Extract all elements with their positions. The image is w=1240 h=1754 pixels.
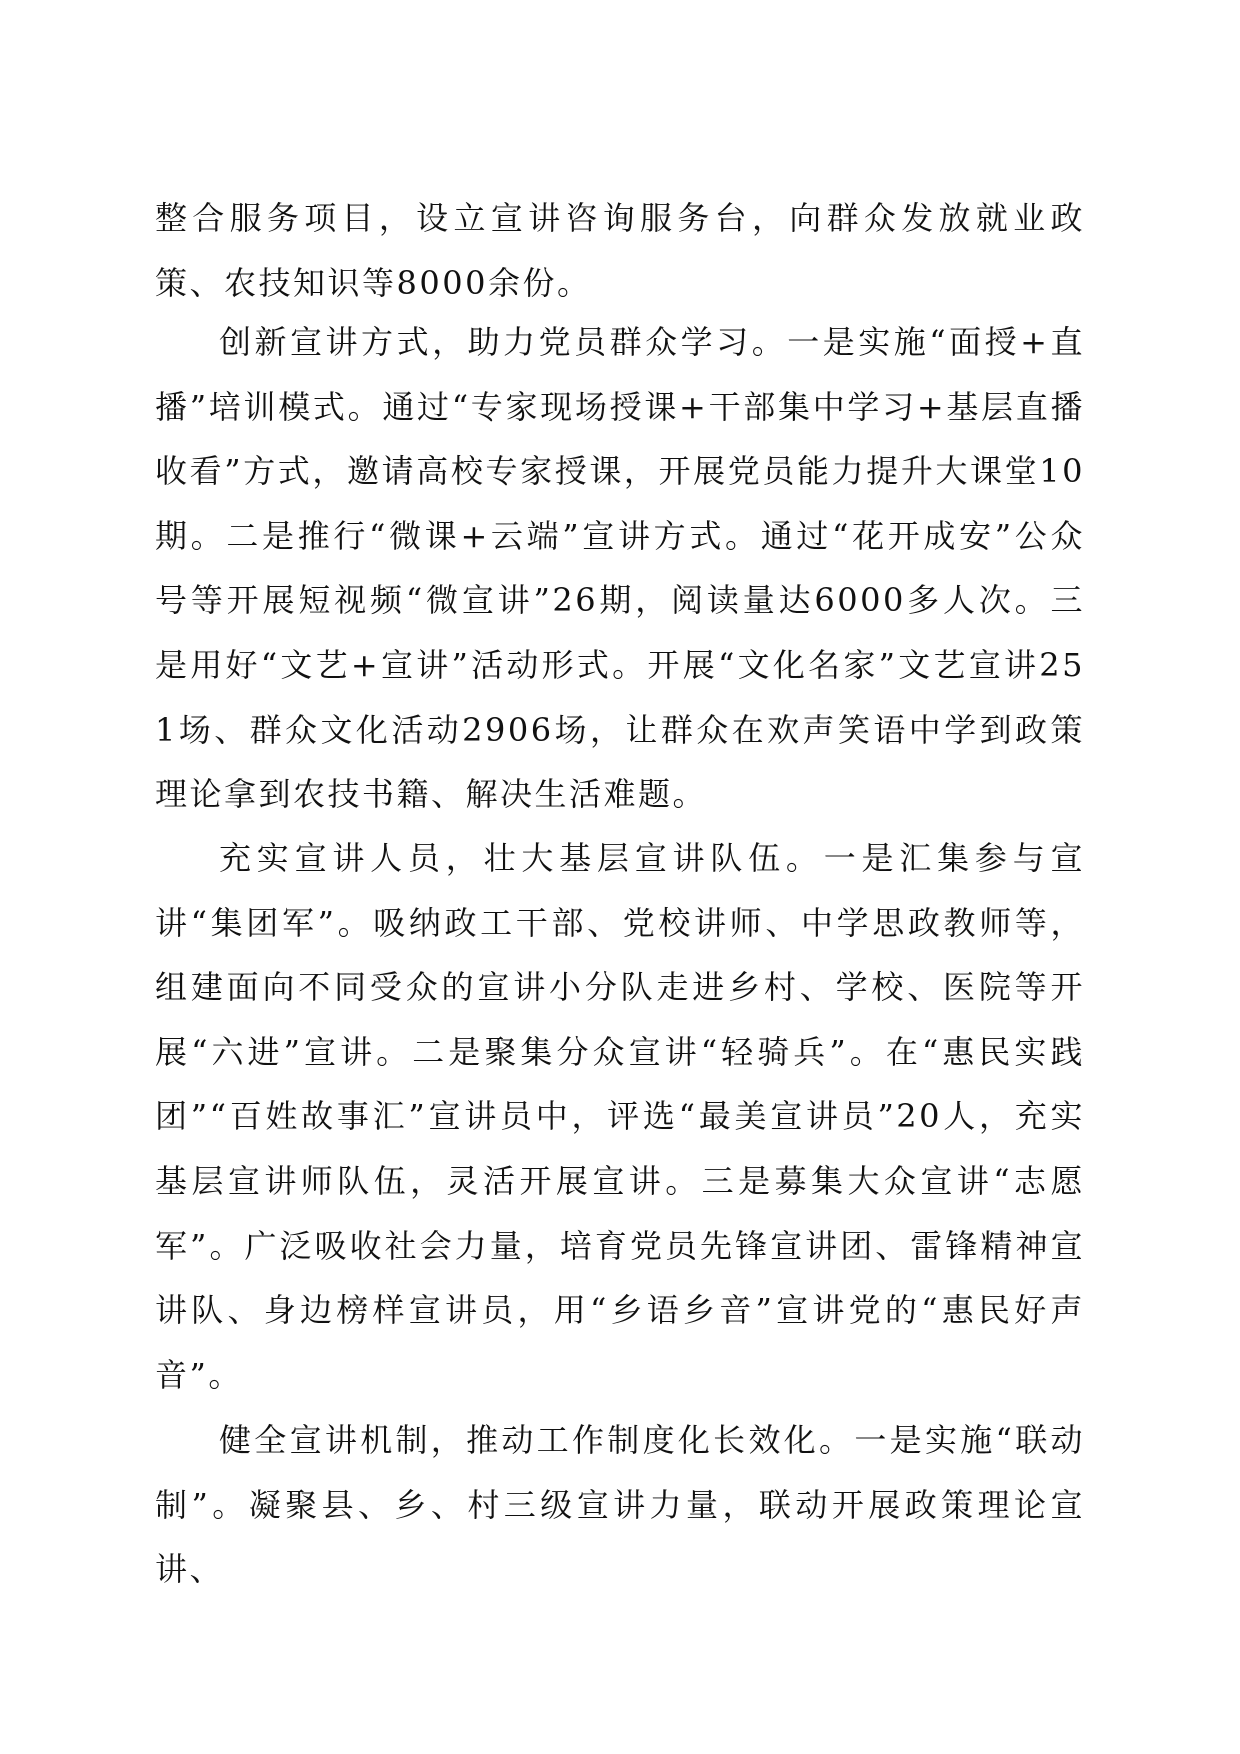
- paragraph-2-container: [155, 310, 1085, 827]
- paragraph-3-container: [155, 826, 1085, 1407]
- paragraph-4-container: [155, 1408, 1085, 1602]
- paragraph-4: 健全宣讲机制，推动工作制度化长效化。一是实施“联动制”。凝聚县、乡、村三级宣讲力量，联动开展政策理论宣讲、: [155, 1421, 1085, 1589]
- paragraph-1-container: [155, 186, 1085, 315]
- paragraph-1: 整合服务项目，设立宣讲咨询服务台，向群众发放就业政策、农技知识等8000余份。: [155, 199, 1085, 302]
- paragraph-2: 创新宣讲方式，助力党员群众学习。一是实施“面授+直播”培训模式。通过“专家现场授课+干部集中学习+基层直播收看”方式，邀请高校专家授课，开展党员能力提升大课堂10期。二是推行“微课+云端”宣讲方式。通过“花开成安”公众号等开展短视频“微宣讲”26期，阅读量达6000多人次。三是用好“文艺+宣讲”活动形式。开展“文化名家”文艺宣讲251场、群众文化活动2906场，让群众在欢声笑语中学到政策理论拿到农技书籍、解决生活难题。: [155, 323, 1085, 814]
- paragraph-3: 充实宣讲人员，壮大基层宣讲队伍。一是汇集参与宣讲“集团军”。吸纳政工干部、党校讲师、中学思政教师等，组建面向不同受众的宣讲小分队走进乡村、学校、医院等开展“六进”宣讲。二是聚集分众宣讲“轻骑兵”。在“惠民实践团”“百姓故事汇”宣讲员中，评选“最美宣讲员”20人，充实基层宣讲师队伍，灵活开展宣讲。三是募集大众宣讲“志愿军”。广泛吸收社会力量，培育党员先锋宣讲团、雷锋精神宣讲队、身边榜样宣讲员，用“乡语乡音”宣讲党的“惠民好声音”。: [155, 839, 1085, 1394]
